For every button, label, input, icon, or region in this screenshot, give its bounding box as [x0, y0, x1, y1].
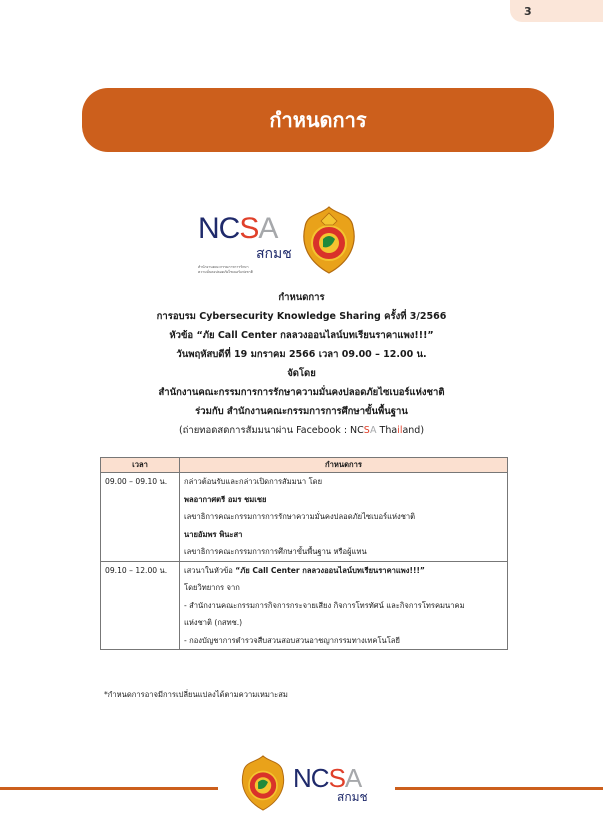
header-line-4: วันพฤหัสบดีที่ 19 มกราคม 2566 เวลา 09.00 – 12.00 น.	[176, 349, 427, 360]
event-header	[60, 288, 543, 440]
banner-title: กำหนดการ	[269, 108, 367, 132]
header-line-5: จัดโดย	[287, 368, 316, 379]
agenda-line: กล่าวต้อนรับและกล่าวเปิดการสัมมนา โดย	[184, 477, 323, 486]
agenda-table	[100, 457, 508, 650]
row-time: 09.10 – 12.00 น.	[105, 565, 168, 575]
ncsa-thai-wordmark: สกมช	[256, 246, 292, 262]
page-number-tab	[510, 0, 603, 22]
speaker-title: เลขาธิการคณะกรรมการการศึกษาขั้นพื้นฐาน หรือผู้แทน	[184, 547, 367, 556]
title-banner	[82, 88, 554, 152]
agenda-line: เสวนาในหัวข้อ “ภัย Call Center กลลวงออนไลน์บทเรียนราคาแพง!!!”	[184, 565, 425, 575]
header-line-1: กำหนดการ	[278, 292, 325, 303]
agenda-line: แห่งชาติ (กสทช.)	[184, 618, 243, 627]
footer-ncsa-wordmark: NCSA	[293, 763, 362, 793]
speaker-title: เลขาธิการคณะกรรมการการรักษาความมั่นคงปลอดภัยไซเบอร์แห่งชาติ	[184, 512, 416, 521]
ncsa-tagline: สำนักงานคณะกรรมการการรักษา ความมั่นคงปลอดภัยไซเบอร์แห่งชาติ	[198, 265, 253, 274]
agenda-line: - สำนักงานคณะกรรมการกิจการกระจายเสียง กิจการโทรทัศน์ และกิจการโทรคมนาคม	[184, 600, 465, 610]
col-agenda-header: กำหนดการ	[180, 458, 508, 473]
table-row	[101, 561, 508, 650]
obec-seal-icon	[301, 205, 357, 275]
footer-ncsa-thai-wordmark: สกมช	[337, 790, 368, 804]
agenda-line: โดยวิทยากร จาก	[184, 583, 240, 592]
header-logos	[198, 205, 398, 275]
table-row	[101, 473, 508, 562]
ncsa-logo	[198, 213, 294, 277]
footer-obec-seal-icon	[240, 754, 286, 812]
header-line-7: ร่วมกับ สำนักงานคณะกรรมการการศึกษาขั้นพื้นฐาน	[195, 406, 408, 417]
agenda-header-row	[101, 458, 508, 473]
footer-divider-right	[395, 787, 603, 790]
row-time: 09.00 – 09.10 น.	[105, 477, 168, 486]
schedule-note: *กำหนดการอาจมีการเปลี่ยนแปลงได้ตามความเหมาะสม	[104, 690, 288, 699]
page-number: 3	[524, 4, 532, 18]
live-stream-line: (ถ่ายทอดสดการสัมมนาผ่าน Facebook : NCSA Thailand)	[178, 425, 425, 436]
agenda-line: - กองบัญชาการตำรวจสืบสวนสอบสวนอาชญากรรมทางเทคโนโลยี	[184, 635, 400, 645]
header-line-2: การอบรม Cybersecurity Knowledge Sharing ครั้งที่ 3/2566	[156, 311, 447, 322]
speaker-name: นายอัมพร พินะสา	[184, 529, 243, 539]
ncsa-wordmark: NCSA	[198, 212, 278, 245]
speaker-name: พลอากาศตรี อมร ชมเชย	[184, 494, 267, 504]
col-time-header: เวลา	[101, 458, 180, 473]
footer-ncsa-logo	[293, 762, 373, 812]
header-line-3: หัวข้อ “ภัย Call Center กลลวงออนไลน์บทเรียนราคาแพง!!!”	[169, 330, 434, 341]
footer-divider-left	[0, 787, 218, 790]
header-line-6: สำนักงานคณะกรรมการการรักษาความมั่นคงปลอดภัยไซเบอร์แห่งชาติ	[158, 387, 445, 398]
